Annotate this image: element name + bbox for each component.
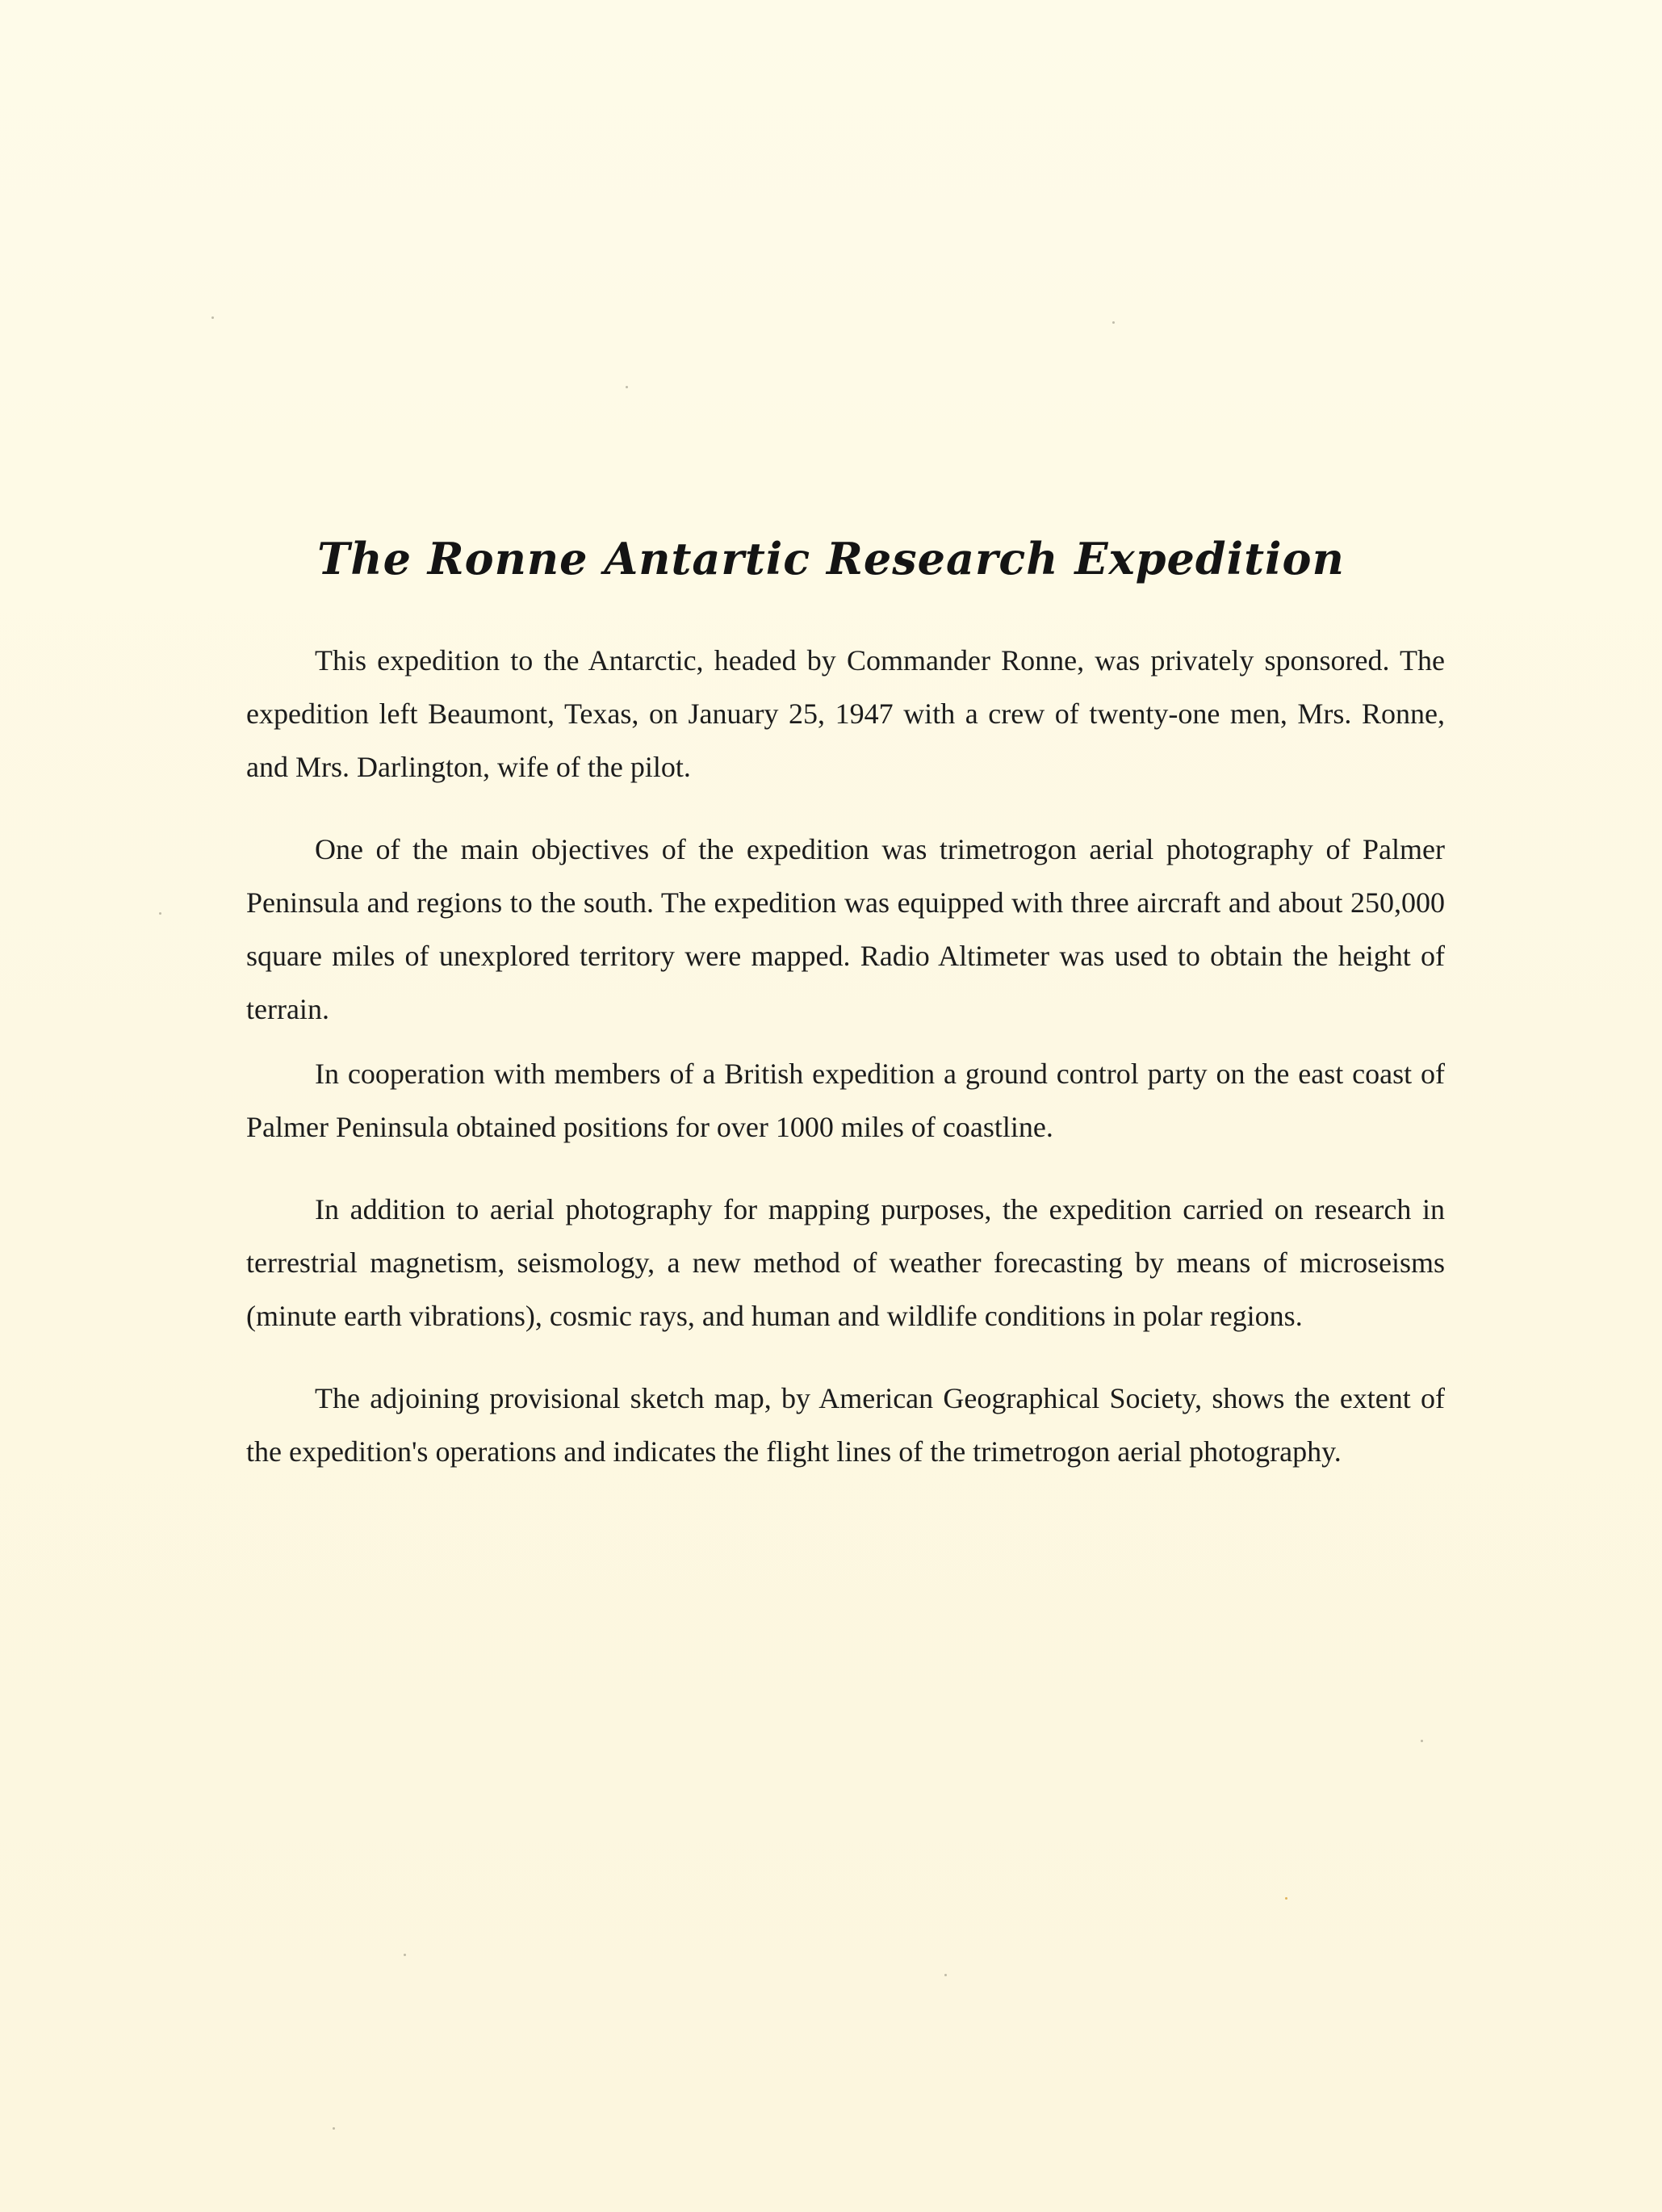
paper-speck — [404, 1954, 406, 1956]
paragraph-sketch-map: The adjoining provisional sketch map, by American Geographical Society, shows the extent of the expedition's operations and indicates the flight lines of the trimetrogon aerial photography. — [246, 1382, 1445, 1468]
paper-speck — [1112, 321, 1115, 324]
paragraph-sponsorship: This expedition to the Antarctic, headed by Commander Ronne, was privately sponsored. The expedition left Beaumont, Texas, on January 25, 1947 with a crew of twenty-one men, Mrs. Ronne, and Mrs. Darlington, wife of the pilot. — [246, 644, 1445, 783]
paper-speck — [944, 1974, 947, 1976]
paper-speck — [159, 912, 161, 915]
paragraph-objectives: One of the main objectives of the expedition was trimetrogon aerial photography of Palmer Peninsula and regions to the south. The expedition was equipped with three aircraft and about 250,000 square miles of unexplored territory were mapped. Radio Altimeter was used to obtain the height of terrain. — [246, 833, 1445, 1025]
paragraph-ground-control: In cooperation with members of a British expedition a ground control party on the east coast of Palmer Peninsula obtained positions for over 1000 miles of coastline. — [246, 1058, 1445, 1143]
document-title: The Ronne Antartic Research Expedition — [317, 533, 1345, 584]
paragraph-research: In addition to aerial photography for mapping purposes, the expedition carried on research in terrestrial magnetism, seismology, a new method of weather forecasting by means of microseisms (minute earth vibrations), cosmic rays, and human and wildlife conditions in polar regions. — [246, 1193, 1445, 1332]
paper-speck — [1285, 1897, 1287, 1900]
paper-speck — [333, 2127, 335, 2130]
paper-speck — [1421, 1740, 1423, 1742]
paper-speck — [211, 316, 214, 319]
paper-speck — [626, 386, 628, 388]
document-body — [246, 634, 1445, 1507]
